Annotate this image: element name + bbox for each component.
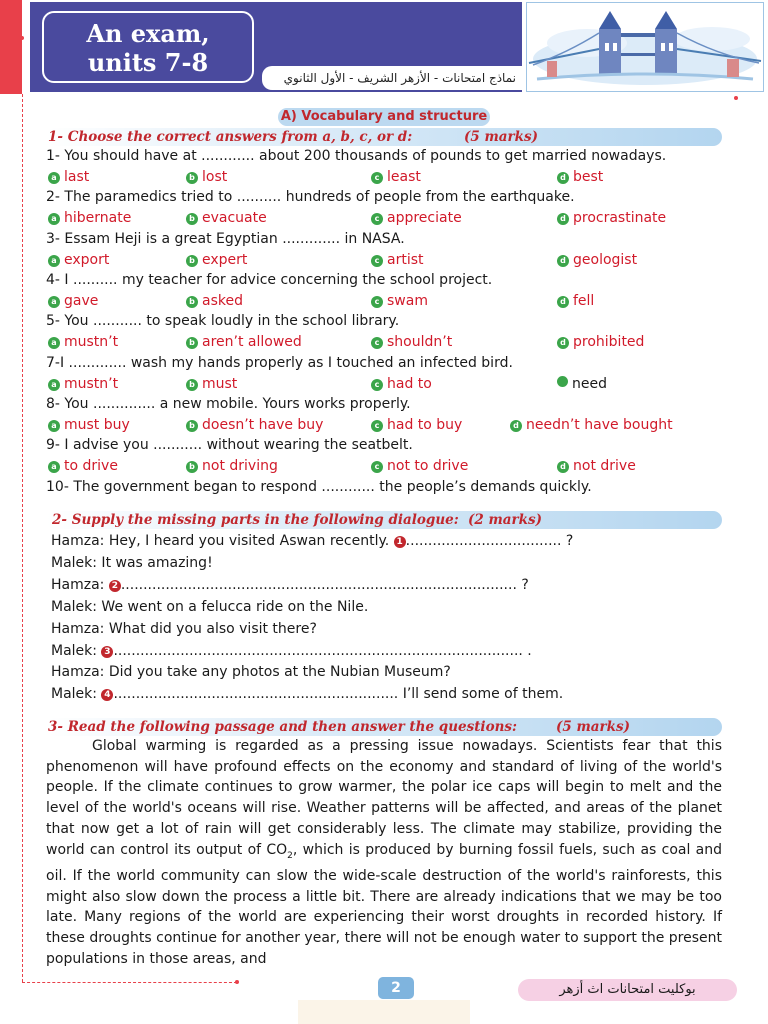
q1-option[interactable] (371, 332, 452, 352)
left-dashed-border (22, 94, 23, 982)
blank-number-badge: 1 (394, 536, 406, 548)
q1-item-stem: 5- You ........... to speak loudly in the school library. (46, 313, 400, 330)
option-text: not drive (573, 458, 636, 475)
q1-option[interactable] (186, 332, 302, 352)
dialogue-text: Hamza: What did you also visit there? (51, 620, 317, 637)
option-text: export (64, 251, 110, 268)
q1-option[interactable] (48, 374, 118, 394)
q1-option[interactable] (186, 374, 237, 394)
option-letter-badge: a (48, 337, 60, 349)
q1-option[interactable] (186, 208, 267, 228)
q1-option[interactable] (48, 291, 98, 311)
option-text: aren’t allowed (202, 334, 302, 351)
option-letter-badge: a (48, 296, 60, 308)
q1-option[interactable] (371, 415, 462, 435)
q1-option[interactable] (557, 208, 666, 228)
dialogue-text: Malek: We went on a felucca ride on the Nile. (51, 598, 369, 615)
q1-option[interactable] (48, 167, 89, 187)
option-letter-badge: b (186, 296, 198, 308)
option-text: evacuate (202, 210, 267, 227)
option-letter-badge: b (186, 420, 198, 432)
q1-option[interactable] (371, 167, 421, 187)
dialogue-blank[interactable]: ............................................................................................ . (113, 642, 532, 659)
option-text: must (202, 375, 238, 392)
option-letter-badge: a (48, 172, 60, 184)
footer-booklet-tag: بوكليت امتحانات اث أزهر (518, 979, 737, 1001)
option-text: shouldn’t (387, 334, 453, 351)
q1-item-stem: 2- The paramedics tried to .......... hundreds of people from the earthquake. (46, 189, 575, 206)
q1-item-stem: 9- I advise you ........... without wearing the seatbelt. (46, 437, 413, 454)
q1-option[interactable] (186, 250, 247, 270)
q2-instruction-bar (46, 511, 722, 529)
q1-option[interactable] (557, 167, 603, 187)
option-letter-badge: a (48, 255, 60, 267)
dialogue-text: Hamza: Did you take any photos at the Nubian Museum? (51, 664, 451, 681)
option-letter-badge: a (48, 420, 60, 432)
passage-text-part1: Global warming is regarded as a pressing issue nowadays. Scientists fear that this phenomenon will have profound effects on the economy and standard of living of the world's people. If the climate continues to grow warmer, the polar ice caps will begin to melt and the level of the world's oceans will rise. Weather patterns will be affected, and areas of the planet that now get a lot of rain will get considerably less. The climate may stabilize, providing the world can control its output of CO (46, 738, 722, 858)
section-a-heading: A) Vocabulary and structure (278, 108, 490, 126)
q1-option[interactable] (557, 456, 636, 476)
q1-instruction: 1- Choose the correct answers from a, b, c, or d: (48, 129, 413, 145)
q1-option[interactable] (371, 208, 462, 228)
option-text: gave (64, 293, 99, 310)
option-text: hibernate (64, 210, 132, 227)
option-letter-badge: b (186, 379, 198, 391)
q1-item-stem: 1- You should have at ............ about 200 thousands of pounds to get married nowadays. (46, 148, 667, 164)
q1-option[interactable] (557, 332, 644, 352)
q1-option[interactable] (186, 167, 227, 187)
option-letter-badge: c (371, 337, 383, 349)
q1-option[interactable] (557, 374, 607, 394)
q1-option[interactable] (510, 415, 673, 435)
q2-instruction: 2- Supply the missing parts in the following dialogue: (52, 512, 459, 528)
dialogue-blank[interactable]: ................................... ? (405, 533, 574, 549)
option-letter-badge: a (48, 379, 60, 391)
dialogue-line (51, 641, 532, 661)
exam-title (42, 11, 254, 83)
q1-item-stem: 4- I .......... my teacher for advice concerning the school project. (46, 272, 493, 289)
exam-title-line1: An exam, (86, 19, 210, 48)
option-letter-badge: d (510, 420, 522, 432)
bottom-dashed-border (22, 982, 237, 983)
q1-option[interactable] (48, 208, 131, 228)
q1-option[interactable] (371, 374, 432, 394)
option-letter-badge: d (557, 172, 569, 184)
option-letter-badge: d (557, 461, 569, 473)
tower-bridge-drawing (527, 3, 763, 91)
dialogue-blank[interactable]: ......................................................................................... ? (120, 576, 529, 593)
border-dot (734, 96, 738, 100)
option-letter-badge: c (371, 172, 383, 184)
option-text: to drive (64, 458, 118, 475)
q1-instruction-bar (46, 128, 722, 146)
dialogue-text: Hamza: Hey, I heard you visited Aswan recently. (51, 533, 394, 549)
option-text: appreciate (387, 210, 462, 227)
q1-option[interactable] (371, 291, 428, 311)
option-text: expert (202, 251, 248, 268)
option-text: fell (573, 293, 595, 310)
q1-item-stem: 7-I ............. wash my hands properly as I touched an infected bird. (46, 354, 513, 371)
q1-option[interactable] (371, 250, 424, 270)
option-letter-badge (557, 376, 568, 387)
dialogue-blank[interactable]: ................................................................ I’ll send some of them. (113, 686, 564, 703)
q1-option[interactable] (557, 291, 594, 311)
dialogue-text: Malek: (51, 686, 102, 703)
option-text: not to drive (387, 458, 469, 475)
dialogue-line (51, 684, 563, 704)
option-letter-badge: d (557, 337, 569, 349)
option-letter-badge: b (186, 255, 198, 267)
q1-item-stem: 3- Essam Heji is a great Egyptian ............. in NASA. (46, 230, 405, 247)
border-dot (235, 980, 239, 984)
option-letter-badge: c (371, 379, 383, 391)
page-number: 2 (378, 977, 414, 999)
border-dot (20, 36, 24, 40)
option-letter-badge: a (48, 461, 60, 473)
option-text: best (573, 169, 604, 185)
option-text: lost (202, 169, 228, 185)
option-text: asked (202, 293, 243, 310)
dialogue-line (51, 662, 451, 682)
option-text: needn’t have bought (526, 417, 673, 434)
option-letter-badge: c (371, 213, 383, 225)
q1-option[interactable] (186, 456, 278, 476)
option-text: must buy (64, 417, 130, 434)
q3-marks: (5 marks) (556, 719, 630, 735)
option-text: swam (387, 293, 428, 310)
reading-passage (46, 736, 722, 970)
q1-option[interactable] (186, 415, 323, 435)
option-text: mustn’t (64, 375, 119, 392)
option-letter-badge: c (371, 461, 383, 473)
option-letter-badge: c (371, 420, 383, 432)
dialogue-line (51, 531, 573, 551)
option-text: need (572, 375, 607, 392)
q1-option[interactable] (557, 250, 637, 270)
option-letter-badge: d (557, 255, 569, 267)
option-letter-badge: b (186, 213, 198, 225)
q1-option[interactable] (48, 332, 118, 352)
option-letter-badge: d (557, 296, 569, 308)
q1-option[interactable] (48, 456, 118, 476)
option-text: not driving (202, 458, 278, 475)
q1-item-stem: 8- You .............. a new mobile. Yours works properly. (46, 396, 411, 413)
dialogue-text: Malek: (51, 642, 102, 659)
passage-subscript: 2 (287, 850, 293, 861)
blank-number-badge: 3 (101, 646, 113, 658)
blank-number-badge: 2 (109, 580, 121, 592)
option-text: prohibited (573, 334, 645, 351)
dialogue-line (51, 553, 213, 573)
option-letter-badge: b (186, 461, 198, 473)
option-letter-badge: a (48, 213, 60, 225)
option-text: had to buy (387, 417, 463, 434)
passage-text-part2: , which is produced by burning fossil fuels, such as coal and oil. If the world community can slow the wide-scale destruction of the world's rainforests, this might also slow down the process a little bit. There are already indications that we may be too late. Many regions of the world are experiencing their worst droughts in recorded history. If these droughts continue for another year, there will not be enough water to support the present populations in those areas, and (46, 841, 722, 967)
q3-instruction: 3- Read the following passage and then answer the questions: (48, 719, 517, 735)
dialogue-text: Malek: It was amazing! (51, 554, 213, 571)
page-number-strip (298, 1000, 470, 1024)
q1-marks: (5 marks) (464, 129, 538, 145)
option-text: procrastinate (573, 210, 667, 227)
option-letter-badge: d (557, 213, 569, 225)
option-text: geologist (573, 251, 638, 268)
blank-number-badge: 4 (101, 689, 113, 701)
option-letter-badge: c (371, 296, 383, 308)
option-text: last (64, 169, 90, 185)
q1-item-10: 10- The government began to respond ............ the people’s demands quickly. (46, 479, 592, 495)
exam-subtitle: نماذج امتحانات - الأزهر الشريف - الأول الثانوي (262, 66, 522, 90)
option-text: least (387, 169, 421, 185)
tower-bridge-illustration (526, 2, 764, 92)
option-letter-badge: b (186, 172, 198, 184)
left-accent-bar (0, 0, 22, 94)
q1-option[interactable] (371, 456, 468, 476)
q1-option[interactable] (186, 291, 243, 311)
option-text: doesn’t have buy (202, 417, 324, 434)
q2-marks: (2 marks) (468, 512, 542, 528)
exam-title-line2: units 7-8 (87, 48, 209, 77)
q1-option[interactable] (48, 415, 130, 435)
option-text: artist (387, 251, 424, 268)
option-text: mustn’t (64, 334, 119, 351)
q1-option[interactable] (48, 250, 109, 270)
option-letter-badge: c (371, 255, 383, 267)
dialogue-line (51, 597, 368, 617)
dialogue-line (51, 575, 529, 595)
dialogue-text: Hamza: (51, 576, 109, 593)
option-text: had to (387, 375, 432, 392)
dialogue-line (51, 619, 317, 639)
q3-instruction-bar (46, 718, 722, 736)
option-letter-badge: b (186, 337, 198, 349)
